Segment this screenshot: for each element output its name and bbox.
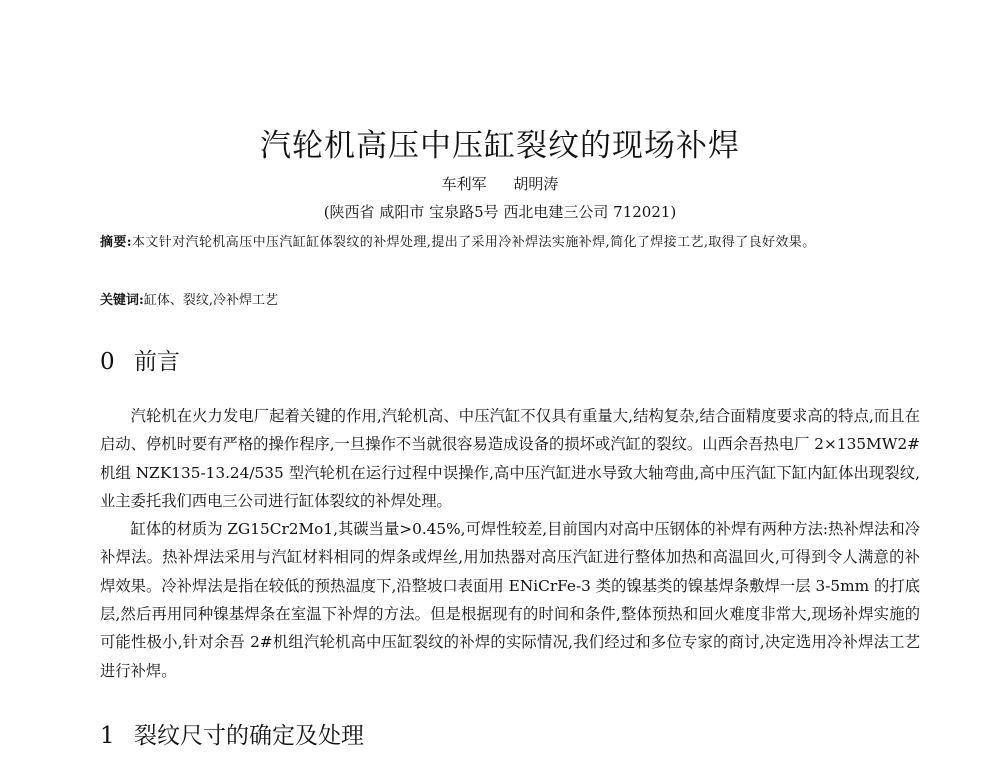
paragraph: 缸体的材质为 ZG15Cr2Mo1,其碳当量>0.45%,可焊性较差,目前国内对高中压钢体的补焊有两种方法:热补焊法和冷补焊法。热补焊法采用与汽缸材料相同的焊条或焊丝,用加热器对高压汽缸进行整体加热和高温回火,可得到令人满意的补焊效果。冷补焊法是指在较低的预热温度下,沿整坡口表面用 ENiCrFe-3 类的镍基类的镍基焊条敷焊一层 3-5mm 的打底层,然后再用同种镍基焊条在室温下补焊的方法。但是根据现有的时间和条件,整体预热和回火难度非常大,现场补焊实施的可能性极小,针对余吾 2#机组汽轮机高中压缸裂纹的补焊的实际情况,我们经过和多位专家的商讨,决定选用冷补焊法工艺进行补焊。	[100, 520, 920, 680]
paper-title: 汽轮机高压中压缸裂纹的现场补焊	[260, 128, 740, 164]
section-number: 1	[100, 723, 115, 749]
section-title: 裂纹尺寸的确定及处理	[134, 723, 364, 749]
section-heading-introduction	[100, 343, 180, 376]
section-heading-crack-size	[100, 717, 364, 750]
section-number: 0	[100, 349, 115, 375]
abstract-label: 摘要:	[100, 235, 132, 250]
abstract	[100, 229, 920, 257]
keywords-label: 关键词:	[100, 293, 144, 308]
keywords-text: 缸体、裂纹,冷补焊工艺	[143, 293, 278, 308]
abstract-text: 本文针对汽轮机高压中压汽缸缸体裂纹的补焊处理,提出了采用冷补焊法实施补焊,简化了焊接工艺,取得了良好效果。	[132, 235, 816, 250]
section-title: 前言	[134, 349, 180, 375]
author-affiliation: (陕西省 咸阳市 宝泉路5号 西北电建三公司 712021)	[323, 203, 677, 221]
section-body-introduction	[100, 402, 920, 685]
author-list: 车利军 胡明涛	[441, 175, 559, 193]
keywords	[100, 288, 920, 314]
paragraph: 汽轮机在火力发电厂起着关键的作用,汽轮机高、中压汽缸不仅具有重量大,结构复杂,结合面精度要求高的特点,而且在启动、停机时要有严格的操作程序,一旦操作不当就很容易造成设备的损坏或汽缸的裂纹。山西余吾热电厂 2×135MW2#机组 NZK135-13.24/535 型汽轮机在运行过程中误操作,高中压汽缸进水导致大轴弯曲,高中压汽缸下缸内缸体出现裂纹,业主委托我们西电三公司进行缸体裂纹的补焊处理。	[100, 407, 920, 510]
